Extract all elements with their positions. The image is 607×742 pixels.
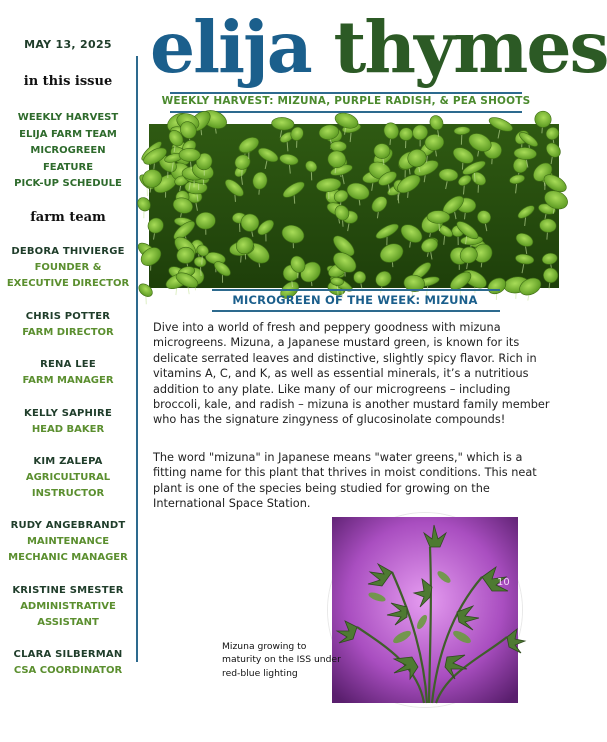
member-role: EXECUTIVE DIRECTOR bbox=[6, 278, 130, 289]
member-role: FARM MANAGER bbox=[22, 375, 114, 386]
member-name: CHRIS POTTER bbox=[25, 311, 111, 322]
subtitle-rule-top bbox=[170, 92, 522, 94]
iss-mizuna-photo bbox=[328, 513, 522, 707]
feature-paragraph: The word "mizuna" in Japanese means "water greens," which is a fitting name for this plant that thrives in moist conditions. This neat plant is one of the species being studied for growing on the International Space Station. bbox=[153, 451, 537, 511]
subtitle-rule-bottom bbox=[170, 111, 522, 113]
member-name: RENA LEE bbox=[40, 359, 96, 370]
weekly-harvest-subtitle: WEEKLY HARVEST: MIZUNA, PURPLE RADISH, & PEA SHOOTS bbox=[161, 95, 531, 107]
in-this-issue-heading: in this issue bbox=[23, 74, 113, 89]
member-name: DEBORA THIVIERGE bbox=[11, 246, 125, 257]
farm-team-heading: farm team bbox=[30, 210, 106, 225]
microgreens-photo bbox=[149, 124, 559, 288]
photo-caption: Mizuna growing to maturity on the ISS under red-blue lighting bbox=[222, 641, 341, 679]
member-name: CLARA SILBERMAN bbox=[13, 649, 123, 660]
team-member bbox=[0, 406, 136, 438]
member-role: FARM DIRECTOR bbox=[22, 327, 114, 338]
masthead-word-thymes: thymes bbox=[333, 5, 607, 89]
feature-title-rule-bottom bbox=[212, 310, 500, 312]
member-role: ADMINISTRATIVE bbox=[20, 601, 116, 612]
member-name: KIM ZALEPA bbox=[33, 456, 103, 467]
member-name: RUDY ANGEBRANDT bbox=[10, 520, 126, 531]
toc-item[interactable]: FEATURE bbox=[42, 161, 94, 173]
sidebar bbox=[0, 0, 136, 742]
member-role: INSTRUCTOR bbox=[31, 488, 105, 499]
feature-paragraph: Dive into a world of fresh and peppery goodness with mizuna microgreens. Mizuna, a Japanese mustard green, is known for its delicate serrated leaves and distinctive, slightly spicy flavor. Rich in vitamins A, C, and K, as well as essential minerals, it’s a nutritious addition to any plate. Like many of our microgreens – including broccoli, kale, and radish – mizuna is another mustard family member who has the signature zingyness of glucosinolate compounds! bbox=[153, 321, 550, 427]
member-role: ASSISTANT bbox=[37, 617, 99, 628]
toc-item[interactable]: PICK-UP SCHEDULE bbox=[14, 178, 122, 189]
team-member bbox=[0, 309, 136, 341]
member-name: KRISTINE SMESTER bbox=[12, 585, 124, 596]
team-member bbox=[0, 647, 136, 679]
member-role: AGRICULTURAL bbox=[25, 472, 111, 483]
member-role: MAINTENANCE bbox=[26, 536, 110, 547]
sidebar-divider bbox=[136, 56, 138, 662]
team-member bbox=[0, 244, 136, 292]
member-name: KELLY SAPHIRE bbox=[24, 408, 112, 419]
member-role: HEAD BAKER bbox=[31, 424, 105, 435]
feature-title-rule-top bbox=[212, 289, 500, 291]
team-member bbox=[0, 357, 136, 389]
iss-tray-label: 10 bbox=[497, 577, 510, 588]
issue-contents bbox=[0, 110, 136, 193]
issue-date: MAY 13, 2025 bbox=[24, 38, 112, 51]
toc-item[interactable]: ELIJA FARM TEAM bbox=[19, 128, 117, 140]
newsletter-masthead bbox=[150, 4, 607, 90]
masthead-word-elija: elija bbox=[150, 5, 311, 89]
team-member bbox=[0, 454, 136, 502]
member-role: CSA COORDINATOR bbox=[13, 665, 123, 676]
toc-item[interactable]: MICROGREEN bbox=[30, 145, 106, 156]
team-member bbox=[0, 518, 136, 566]
toc-item[interactable]: WEEKLY HARVEST bbox=[17, 112, 119, 123]
member-role: FOUNDER & bbox=[34, 262, 102, 273]
feature-title: MICROGREEN OF THE WEEK: MIZUNA bbox=[232, 293, 478, 307]
team-member bbox=[0, 583, 136, 631]
member-role: MECHANIC MANAGER bbox=[8, 552, 128, 563]
